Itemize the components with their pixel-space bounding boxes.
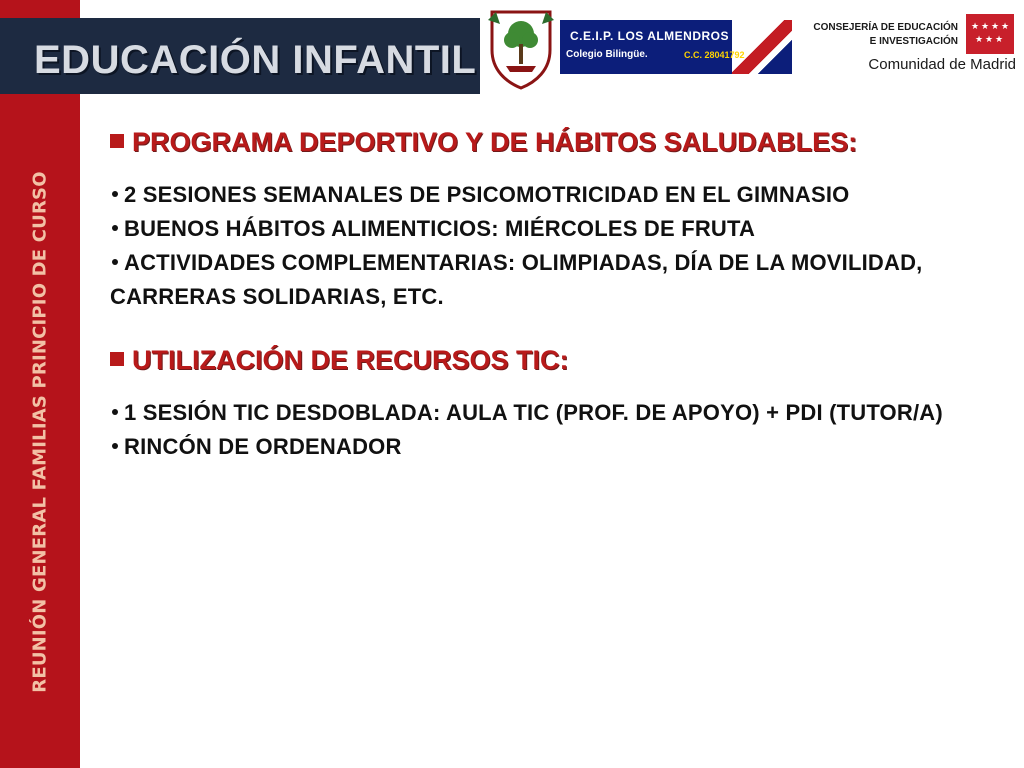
page-title: EDUCACIÓN INFANTIL	[34, 38, 477, 82]
section-heading	[110, 124, 960, 160]
comunidad-label: Comunidad de Madrid	[868, 56, 1016, 73]
bullet-dot-icon	[112, 409, 118, 415]
school-crest-icon	[486, 6, 556, 90]
madrid-flag-icon: ★ ★ ★ ★ ★ ★ ★	[966, 14, 1014, 54]
list-item: 1 SESIÓN TIC DESDOBLADA: AULA TIC (PROF. DE APOYO) + PDI (TUTOR/A)	[110, 396, 960, 430]
sidebar-title: REUNIÓN GENERAL FAMILIAS PRINCIPIO DE CURSO	[29, 171, 51, 693]
bullet-dot-icon	[112, 225, 118, 231]
list-item: RINCÓN DE ORDENADOR	[110, 430, 960, 464]
square-bullet-icon	[110, 352, 124, 366]
square-bullet-icon	[110, 134, 124, 148]
bullet-dot-icon	[112, 259, 118, 265]
sidebar	[0, 0, 80, 768]
list-item: BUENOS HÁBITOS ALIMENTICIOS: MIÉRCOLES DE FRUTA	[110, 212, 960, 246]
header-band	[0, 18, 480, 94]
school-logo-stripes	[732, 20, 792, 74]
bullet-list	[110, 178, 960, 314]
bullet-dot-icon	[112, 443, 118, 449]
school-code: C.C. 28041792	[684, 50, 745, 60]
section-heading	[110, 342, 960, 378]
school-subtitle: Colegio Bilingüe.	[566, 49, 648, 60]
consejeria-line2: E INVESTIGACIÓN	[869, 36, 958, 47]
slide-content	[110, 124, 960, 464]
school-name: C.E.I.P. LOS ALMENDROS	[570, 29, 730, 43]
list-item: ACTIVIDADES COMPLEMENTARIAS: OLIMPIADAS, DÍA DE LA MOVILIDAD, CARRERAS SOLIDARIAS, ETC.	[110, 250, 923, 309]
bullet-dot-icon	[112, 191, 118, 197]
school-logo	[560, 20, 792, 74]
bullet-list	[110, 396, 960, 464]
section-heading-text: PROGRAMA DEPORTIVO Y DE HÁBITOS SALUDABLES:	[132, 127, 858, 157]
list-item: 2 SESIONES SEMANALES DE PSICOMOTRICIDAD EN EL GIMNASIO	[110, 178, 960, 212]
consejeria-line1: CONSEJERÍA DE EDUCACIÓN	[813, 22, 958, 33]
section-heading-text: UTILIZACIÓN DE RECURSOS TIC:	[132, 345, 569, 375]
